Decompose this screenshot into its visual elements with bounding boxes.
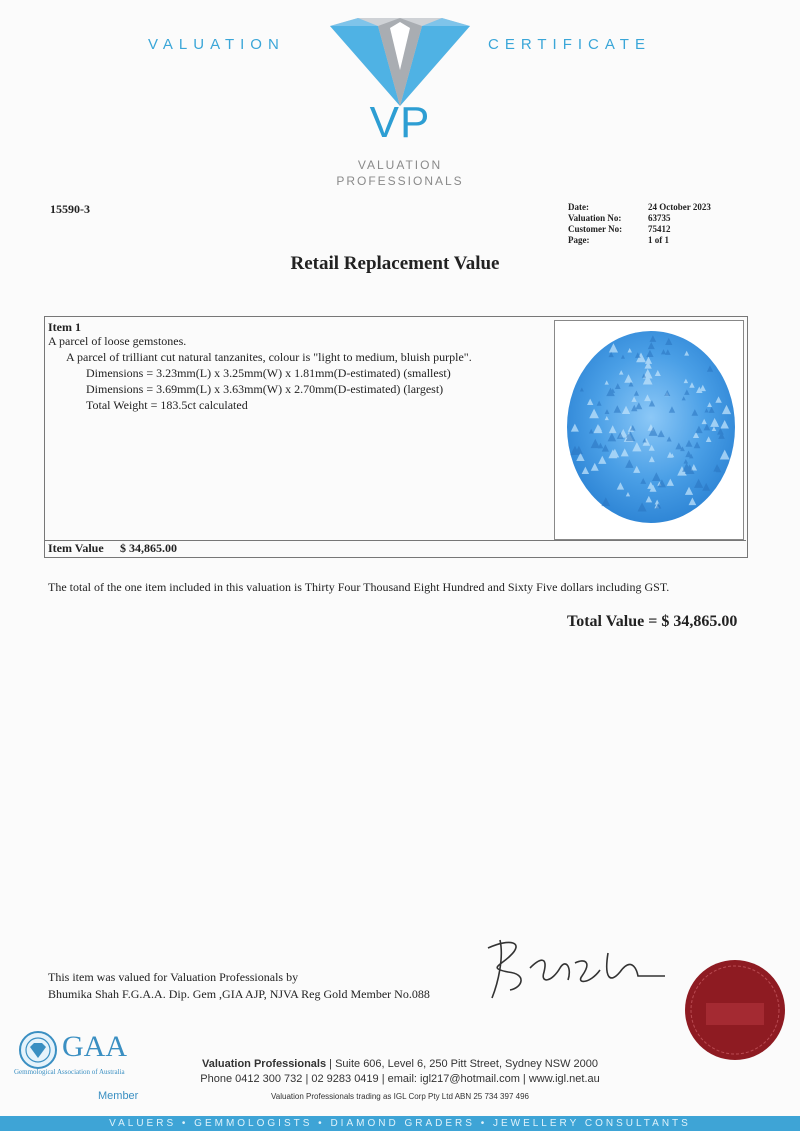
date-value: 24 October 2023: [648, 202, 711, 212]
logo-subtitle-2: PROFESSIONALS: [336, 174, 464, 188]
item-total-weight: Total Weight = 183.5ct calculated: [86, 398, 248, 412]
customer-no-value: 75412: [648, 224, 671, 234]
handwritten-signature: [470, 928, 670, 1008]
item-dimensions-largest: Dimensions = 3.69mm(L) x 3.63mm(W) x 2.70mm(D-estimated) (largest): [86, 382, 444, 396]
red-seal-stamp: [680, 955, 790, 1065]
valuation-no-label: Valuation No:: [568, 213, 622, 223]
item-description-1: A parcel of loose gemstones.: [48, 334, 187, 348]
footer-address-text: | Suite 606, Level 6, 250 Pitt Street, Sydney NSW 2000: [326, 1058, 598, 1070]
logo-vp-letters: VP: [369, 98, 431, 147]
item-heading: Item 1: [48, 320, 81, 334]
header-left-word: VALUATION: [148, 36, 285, 53]
header-right-word: CERTIFICATE: [488, 36, 651, 53]
page-value: 1 of 1: [648, 235, 669, 245]
page-label: Page:: [568, 235, 590, 245]
gaa-caption: Gemmological Association of Australia: [14, 1068, 125, 1076]
item-value: $ 34,865.00: [120, 541, 177, 555]
gemstone-photo: [554, 320, 744, 540]
footer-address: [0, 1058, 800, 1070]
footer-contact: Phone 0412 300 732 | 02 9283 0419 | email: igl217@hotmail.com | www.igl.net.au: [200, 1073, 600, 1085]
logo-subtitle-1: VALUATION: [357, 158, 443, 172]
gemstone-pile-image: [555, 321, 743, 539]
diamond-icon: [330, 18, 470, 108]
reference-number: 15590-3: [50, 202, 90, 216]
gaa-letters: GAA: [62, 1030, 127, 1063]
total-value: Total Value = $ 34,865.00: [567, 613, 738, 630]
valuer-statement: This item was valued for Valuation Professionals by: [48, 970, 299, 984]
gaa-member-label: Member: [98, 1090, 139, 1102]
date-label: Date:: [568, 202, 589, 212]
footer-company-name: Valuation Professionals: [202, 1058, 327, 1070]
valuer-credentials: Bhumika Shah F.G.A.A. Dip. Gem ,GIA AJP, NJVA Reg Gold Member No.088: [48, 987, 430, 1001]
item-dimensions-smallest: Dimensions = 3.23mm(L) x 3.25mm(W) x 1.81mm(D-estimated) (smallest): [86, 366, 451, 380]
document-title: Retail Replacement Value: [290, 253, 500, 274]
item-description-2: A parcel of trilliant cut natural tanzanites, colour is "light to medium, bluish purple".: [66, 350, 472, 364]
valuation-no-value: 63735: [648, 213, 671, 223]
footer-bar-text: VALUERS • GEMMOLOGISTS • DIAMOND GRADERS • JEWELLERY CONSULTANTS: [109, 1118, 691, 1129]
item-value-label: Item Value: [48, 541, 104, 555]
footer-abn: Valuation Professionals trading as IGL Corp Pty Ltd ABN 25 734 397 496: [271, 1092, 529, 1101]
customer-no-label: Customer No:: [568, 224, 623, 234]
total-sentence: The total of the one item included in this valuation is Thirty Four Thousand Eight Hundred and Sixty Five dollars including GST.: [48, 580, 670, 594]
